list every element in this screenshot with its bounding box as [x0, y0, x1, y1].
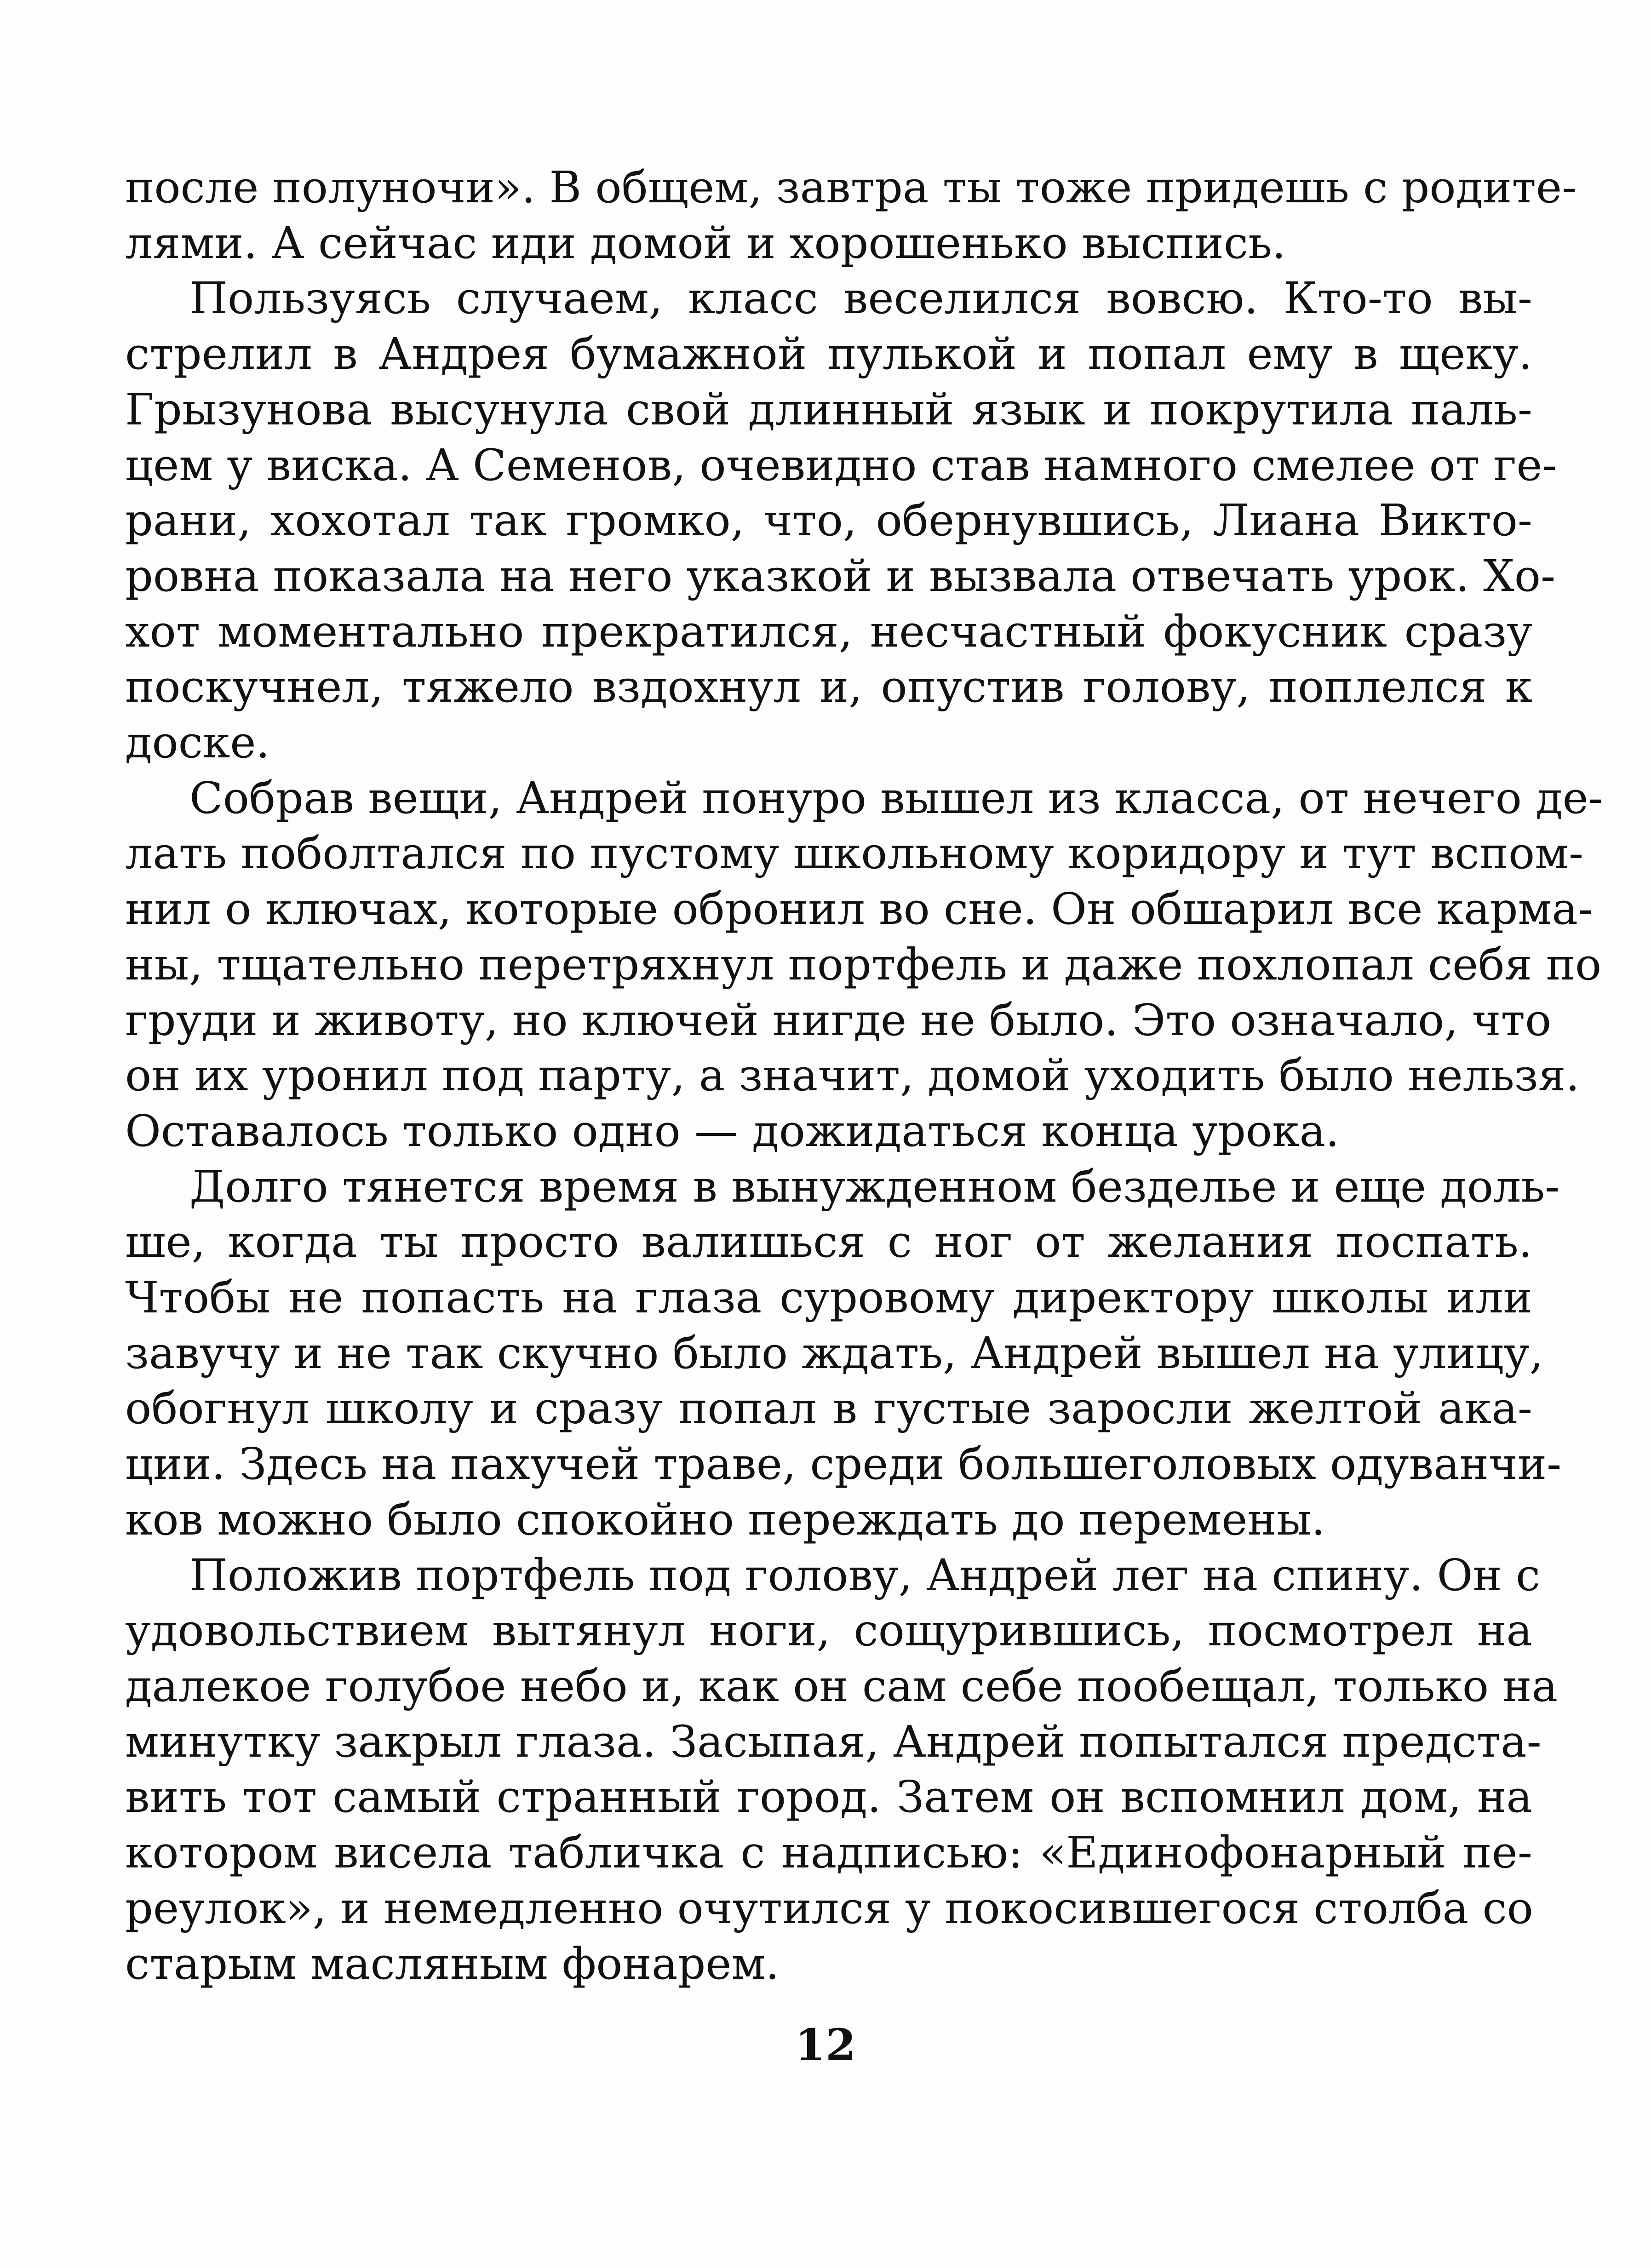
page-number: 12	[795, 2020, 856, 2071]
text-line: поскучнел, тяжело вздохнул и, опустив голову, поплелся к	[125, 662, 1532, 713]
text-line: ков можно было спокойно переждать до перемены.	[125, 1494, 1325, 1545]
text-line: ны, тщательно перетряхнул портфель и даже похлопал себя по	[125, 939, 1602, 990]
text-line: минутку закрыл глаза. Засыпая, Андрей попытался предста-	[125, 1716, 1542, 1767]
paragraph-5	[125, 1548, 1558, 1992]
text-line: Пользуясь случаем, класс веселился вовсю. Кто-то вы-	[189, 273, 1532, 324]
text-line: ровна показала на него указкой и вызвала отвечать урок. Хо-	[125, 550, 1556, 601]
text-line: лать поболтался по пустому школьному коридору и тут вспом-	[125, 828, 1584, 879]
text-line: стрелил в Андрея бумажной пулькой и попал ему в щеку.	[125, 329, 1532, 380]
text-line: после полуночи». В общем, завтра ты тоже придешь с родите-	[125, 162, 1577, 213]
text-line: завучу и не так скучно было ждать, Андрей вышел на улицу,	[125, 1328, 1543, 1379]
text-line: ше, когда ты просто валишься с ног от желания поспать.	[125, 1217, 1532, 1268]
text-line: обогнул школу и сразу попал в густые заросли желтой ака-	[125, 1383, 1532, 1434]
text-line: он их уронил под парту, а значит, домой уходить было нельзя.	[125, 1050, 1580, 1101]
text-line: Собрав вещи, Андрей понуро вышел из класса, от нечего де-	[189, 773, 1604, 824]
text-line: Грызунова высунула свой длинный язык и покрутила паль-	[125, 384, 1532, 435]
text-line: лями. А сейчас иди домой и хорошенько выспись.	[125, 218, 1286, 269]
text-line: реулок», и немедленно очутился у покосившегося столба со	[125, 1883, 1533, 1934]
paragraph-4	[125, 1159, 1562, 1548]
paragraph-1	[125, 160, 1577, 271]
text-line: нил о ключах, которые обронил во сне. Он обшарил все карма-	[125, 884, 1593, 935]
text-line: удовольствием вытянул ноги, сощурившись, посмотрел на	[125, 1605, 1532, 1656]
text-line: котором висела табличка с надписью: «Единофонарный пе-	[125, 1827, 1532, 1879]
paragraph-3	[125, 771, 1604, 1159]
paragraph-2	[125, 271, 1557, 770]
text-line: хот моментально прекратился, несчастный фокусник сразу	[125, 606, 1532, 657]
text-line: доске.	[125, 717, 270, 768]
text-line: вить тот самый странный город. Затем он вспомнил дом, на	[125, 1772, 1532, 1823]
page-body-text	[125, 160, 1604, 1992]
text-line: ции. Здесь на пахучей траве, среди большеголовых одуванчи-	[125, 1439, 1562, 1490]
text-line: Положив портфель под голову, Андрей лег на спину. Он с	[189, 1550, 1541, 1601]
text-line: Оставалось только одно — дожидаться конца урока.	[125, 1105, 1340, 1157]
text-line: Чтобы не попасть на глаза суровому директору школы или	[125, 1272, 1532, 1323]
text-line: старым масляным фонарем.	[125, 1938, 780, 1989]
text-line: рани, хохотал так громко, что, обернувшись, Лиана Викто-	[125, 495, 1532, 546]
text-line: цем у виска. А Семенов, очевидно став намного смелее от ге-	[125, 440, 1557, 491]
text-line: груди и животу, но ключей нигде не было. Это означало, что	[125, 995, 1552, 1046]
text-line: Долго тянется время в вынужденном безделье и еще доль-	[189, 1161, 1560, 1212]
text-line: далекое голубое небо и, как он сам себе пообещал, только на	[125, 1661, 1558, 1712]
